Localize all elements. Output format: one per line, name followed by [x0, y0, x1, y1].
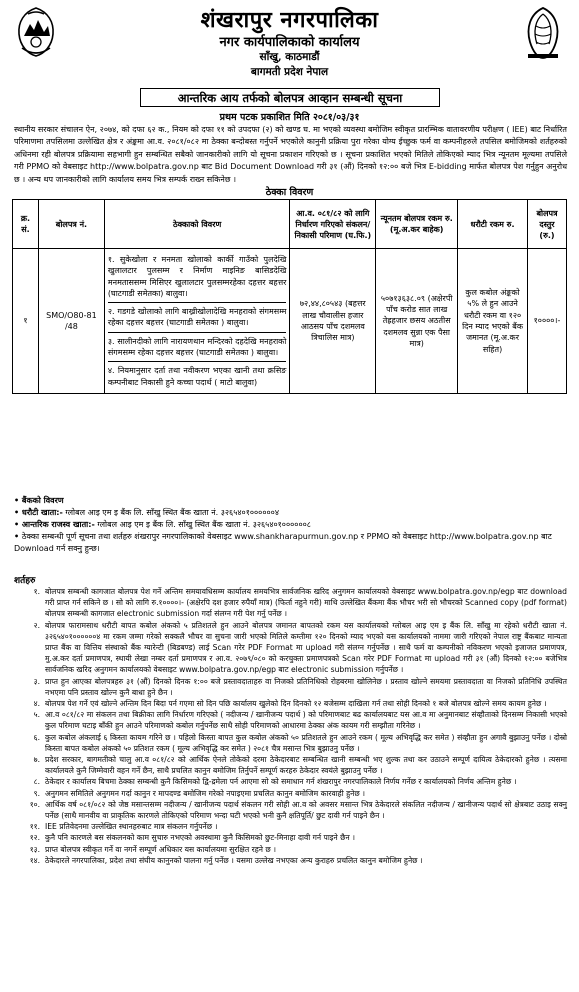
- col-header-bid-no: बोलपत्र नं.: [38, 200, 104, 249]
- condition-text: कुल कबोल अंकलाई ६ किस्ता कायम गरिने छ । पहिलो किस्ता बापत कुल कबोल अंकको ५० प्रतिशतले हुन आउने रकम ( मूल्य अभिवृद्धि कर समेत ) संव्हौता हुन अगावै बुझाउनु पर्नेछ । दोस्रो किस्ता बापत कबोल अंकको ५० प्रतिशत रकम ( मूल्य अभिवृद्धि कर समेत ) २०८१ चैत्र मसान्त भित्र बुझाउनु पर्नेछ ।: [45, 732, 567, 753]
- condition-number: ६.: [33, 732, 40, 742]
- condition-number: ८.: [33, 777, 40, 787]
- cell-min-amount: ५०७१३६३८.०९ (अक्षेरपी पाँच करोड सात लाख तेह्रहजार छसय अठतीस दशमलव सुन्ना एक पैसा मात्र): [376, 249, 458, 394]
- condition-text: बोलपत्र पेश गर्ने एवं खोल्ने अन्तिम दिन बिदा पर्न गएमा सो दिन पछि कार्यालय खुलेको दिन दिनको १२ बजेसम्म दाखिला गर्न तथा सोही दिनको १ बजे बोलपत्र खोल्ने समय कायम हुनेछ ।: [45, 699, 547, 709]
- condition-number: १३.: [29, 844, 40, 854]
- municipality-logo-icon: [520, 6, 566, 60]
- cell-fee: १००००।-: [527, 249, 566, 394]
- list-item: [14, 698, 567, 709]
- condition-number: २.: [33, 620, 40, 630]
- condition-text: प्रदेश सरकार, बागमतीको चालु आ.व ०८१/८२ को आर्थिक ऐनले तोकेको दरमा ठेकेदारबाट सम्बन्धित खानी सम्बन्धी भए शुल्क तथा कर उठाउने सम्पूर्ण दायित्व ठेकेदारको हुनेछ । त्यसमा कार्यालयले कुनै जिम्मेवारी वहन गर्ने छैन, साथै प्रचलित कानुन बमोजिम तिर्नुपर्ने सम्पूर्ण करहरु ठेकेदार स्वयंले बुझाउनु पर्नेछ ।: [45, 755, 567, 776]
- condition-number: ९.: [33, 788, 40, 798]
- cell-sn: १: [13, 249, 39, 394]
- bank-details: [14, 495, 567, 555]
- list-item: [14, 586, 567, 620]
- condition-number: १२.: [29, 833, 40, 843]
- condition-text: कुनै पनि कारणले बस संकलनको काम सुचारु नभएको अवस्थामा कुनै किसिमको छुट-मिनाहा दावी गर्न पाइने छैन ।: [45, 833, 355, 843]
- province-name: बागमती प्रदेश नेपाल: [250, 66, 329, 78]
- deposit-account: • धरौटी खाता:- ग्लोबल आइ एम इ बैंक लि. साँखु स्थित बैंक खाता नं. ३२६५४०१००००००४: [14, 507, 567, 519]
- condition-text: बोलपत्र सम्बन्धी कागजात बोलपत्र पेश गर्ने अन्तिम समयावधिसम्म कार्यालय समयभित्र सार्वजनिक खरिद अनुगमन कार्यालयको वेबसाइट www.bolpatra.gov.np/egp बाट download गरी प्राप्त गर्न सकिने छ । सो को लागि रु.१००००।- (अक्षेरपि दश हजार रुपैयाँ मात्र) (फिर्ता नहुने गरी) माथि उल्लेखित बैंकमा बैंक भौचर भरी सो भौचरको Scanned copy (pdf format) बोलपत्र सम्बन्धी कागजात electronic submission गर्दा संलग्न गरी पेश गर्नु पर्नेछ ।: [45, 587, 567, 619]
- condition-text: आ.व ०८१/८२ मा संकलन तथा बिक्रीका लागि निर्धारण गरिएको ( नदीजन्य / खानीजन्य पदार्थ ) को परिमाणबाट बढ कार्यालयबाट यस आ.व मा अनुमानबाट संव्हौताको दिनसम्म निकासी भएको कुल परिमाण घटाइ बाँकी हुन आउने परिमाणको कबोल गर्नुपर्नेछ साथै सोही परिमाणको आधारमा ठेक्का अंक कायम गरी सम्झौता गरिनेछ ।: [45, 710, 567, 731]
- cell-deposit: कुल कबोल अंङ्कको ५% ले हुन आउने धरौटी रकम वा १२० दिन म्याद भएको बैंक जमानत (मू.अ.कर सहित): [458, 249, 528, 394]
- office-name: नगर कार्यपालिकाको कार्यालय: [219, 35, 360, 50]
- condition-number: ४.: [33, 699, 40, 709]
- list-item: [14, 754, 567, 776]
- list-item: [14, 788, 567, 799]
- condition-text: ठेकेदार र कार्यालय बिचमा ठेक्का सम्बन्धी कुनै किसिमको द्वि-द्रमेला पर्न आएमा सो को समाधान गर्न शंखरापुर नगरपालिकाले निर्णय गर्नेछ र कार्यालयको निर्णय अन्तिम हुनेछ ।: [45, 777, 517, 787]
- condition-number: ३.: [33, 676, 40, 686]
- list-item: [14, 620, 567, 676]
- condition-number: १४.: [29, 855, 40, 865]
- cell-bid-no: SMO/O80-81 /48: [38, 249, 104, 394]
- conditions-list: [14, 586, 567, 866]
- condition-text: ठेकेदारले नगरपालिका, प्रदेश तथा संघीय कानुनको पालना गर्नु पर्नेछ । यसमा उल्लेख नभएका अन्य कुराहरु प्रचलित कानुन बमोजिम हुनेछ ।: [45, 855, 423, 865]
- list-item: [14, 855, 567, 866]
- col-header-sn: क्र. सं.: [13, 200, 39, 249]
- list-item: [14, 832, 567, 843]
- list-item: [14, 821, 567, 832]
- col-header-deposit: धरौटी रकम रु.: [458, 200, 528, 249]
- list-item: ४. नियमानुसार दर्ता तथा नवीकरण भएका खानी तथा क्रसिङ कम्पनीबाट निकासी हुने कच्चा पदार्थ ( माटो बालुवा): [107, 366, 287, 387]
- col-header-quantity: आ.व. ०८१/८२ को लागि निर्धारण गरिएको संकलन/ निकासी परिमाण (घ.फि.): [290, 200, 376, 249]
- col-header-fee: बोलपत्र दस्तुर (रु.): [527, 200, 566, 249]
- publish-date: प्रथम पटक प्रकाशित मिति २०८१/०३/३१: [219, 112, 360, 123]
- list-item: [14, 676, 567, 698]
- condition-number: ११.: [29, 822, 40, 832]
- condition-text: आर्थिक वर्ष ०८१/०८२ को जेष्ठ मसान्तसम्म नदीजन्य / खानीजन्य पदार्थ संकलन गरी सोही आ.व को अवसर मसान्त भित्र ठेकेदारले संकलित नदीजन्य / खानीजन्य पदार्थ सो क्षेत्रबाट उठाइ सक्नु पर्नेछ (साथै मानवीय वा प्राकृतिक कारणले तोकिएको परिमाण भन्दा घटी भएको भनी कुनै क्षतिपूर्ति/ छुट दावी गर्न पाइने छैन ।: [45, 799, 567, 821]
- contract-table: [12, 199, 567, 394]
- condition-text: IEE प्रतिवेदनमा उल्लेखित स्थानहरुबाट मात्र संकलन गर्नुपर्नेछ ।: [45, 822, 218, 832]
- list-item: [14, 844, 567, 855]
- list-item: १. सुकेखोला र मनमता खोलाको कार्की गाउँको पुलदेखि खुलालटार पुलसम्म र निर्माण माइनिङ बासिडदेखि मनमताससम्म मिसिएर खुलालटार पुलसम्मरहेका दहत्तर बहत्तर (घाटगाडी समेतका) बालुवा।: [108, 251, 287, 303]
- condition-number: १०.: [29, 799, 40, 809]
- list-item: ३. सालीनदीको लागि नारायणथान मन्दिरको दहदेखि मनहराको संगमसम्म रहेका दहत्तर बहत्तर (घाटगाडी समेतका ) बालुवा।: [108, 333, 287, 363]
- list-item: २. गडगडे खोलाको लागि बाख्रीखोलादेखि मनहराको संगमसम्म रहेका दहत्तर बहत्तर (घाटगाडी समेतका ) बालुवा।: [108, 303, 287, 333]
- letterhead: [0, 0, 579, 82]
- notice-title: आन्तरिक आय तर्फको बोलपत्र आव्हान सम्बन्धी सूचना: [140, 88, 440, 107]
- condition-text: प्राप्त हुन आएका बोलपत्रहरु ३१ (औं) दिनको दिनक १:०० बजे प्रस्तावदाताहरु वा निजको प्रतिनिधिको रोहबरमा खोलिनेछ । प्रस्ताव खोल्ने समयमा प्रस्तावदाता वा निजको प्रतिनिधि उपस्थित नभएमा पनि प्रस्ताव खोल्न कुनै बाधा हुने छैन ।: [45, 676, 567, 697]
- bank-heading: • बैंकको विवरण: [14, 495, 567, 507]
- conditions-heading: शर्तहरु: [14, 576, 36, 586]
- table-row: [13, 249, 567, 394]
- office-location: साँखु, काठमाडौं: [259, 51, 320, 63]
- list-item: [14, 709, 567, 731]
- col-header-min-amount: न्यूनतम बोलपत्र रकम रु. (मू.अ.कर बाहेक): [376, 200, 458, 249]
- condition-number: ५.: [33, 710, 40, 720]
- col-header-desc: ठेक्काको विवरण: [104, 200, 290, 249]
- condition-number: १.: [33, 587, 40, 596]
- list-item: [14, 776, 567, 787]
- condition-text: अनुगमन समितिले अनुगमन गर्दा कानुन र मापदण्ड बमोजिम गरेको नपाइएमा प्रचलित कानुन बमोजिम कारवाही हुनेछ ।: [45, 788, 365, 798]
- condition-text: बोलपत्र फारामसाथ धरौटी बापत कबोल अंकको ५ प्रतिशतले हुन आउने बोलपत्र जमानत बापतको रकम यस कार्यालयको ग्लोबल आइ एम इ बैंक लि. साँखु मा रहेको धरौटी खाता नं. ३२६५४०१००००००४ मा रकम जम्मा गरेको सक्कलै भौचर वा सुचना जारी भएको मितिले कम्तीमा १२० दिनको म्याद भएको यस कार्यालयको नाममा जारी गरिएको नेपाल राष्ट्र बैंकबाट मान्यता प्राप्त बैंक वा वित्तिय संस्थाको बैंक ग्यारेन्टी (बिडबण्ड) लाई Scan गरेर PDF Format मा upload गरी संलग्न गर्नुपर्नेछ । साथै फर्म वा कम्पनीको नविकरण भएको इजाजत प्रमाणपत्र, मु.अ.कर दर्ता प्रमाणपत्र, स्थायी लेखा नम्बर दर्ता प्रमाणपत्र र आ.व. २०७९/०८० को करचुक्ता प्रमाणपत्रको Scan गरेर PDF Format मा upload गरी ३१ (औं) दिनको १२:०० बजेभित्र सार्वजनिक खरिद अनुगमन कार्यालयको वेबसाइट www.bolpatra.gov.np/egp बाट electronic submission गर्नुपर्नेछ ।: [45, 620, 567, 675]
- download-note: • ठेक्का सम्बन्धी पूर्ण सूचना तथा शर्तहरु शंखरापुर नगरपालिकाको वेबसाइट www.shankharapurmun.gov.np र PPMO को वेबसाइट http://www.bolpatra.gov.np बाट Download गर्न सक्नु हुन्छ।: [14, 531, 567, 555]
- list-item: [14, 732, 567, 754]
- intro-paragraph: स्थानीय सरकार संचालन ऐन, २०७४, को दफा ६२ क., नियम को दफा ११ को उपदफा (२) को खण्ड घ. मा भएको व्यवस्था बमोजिम स्वीकृत प्रारम्भिक वातावरणीय परीक्षण ( IEE) बाट निर्धारित परिमाणमा तपसिलमा उल्लेखित क्षेत्र र अंङ्कमा आ.व. २०८१/०८२ मा ठेक्का बन्दोबस्त गर्नुपर्ने भएकोले कानुनी प्रक्रिया पुरा गरेका योग्य ईच्छुक फर्म वा कम्पनीहरुले तपसिल बमोजिमको शर्तहरुको अधिनमा रही बोलपत्र प्रक्रियामा सहभागी हुन सम्बन्धित सबैको जानकारीको लागि यो सूचना प्रकाशन गरिएको छ । सूचना प्रकाशित भएको मितिले तोकिएको म्याद भित्र न्यूनतम मूल्यमा तपसिले गरी PPMO को वेबसाइट http://www.bolpatra.gov.np बाट Bid Document Download गरी ३१ (औं) दिनको १२:०० बजे भित्र E-bidding मार्फत बोलपत्र पेश गर्नुहुन अनुरोध छ । अन्य थप जानकारीको लागि कार्यालय समय भित्र सम्पर्क राख्न सकिनेछ ।: [14, 125, 567, 184]
- table-title: ठेक्का विवरण: [265, 187, 314, 198]
- list-item: [14, 799, 567, 821]
- condition-text: प्राप्त बोलपत्र स्वीकृत गर्ने वा नगर्ने सम्पूर्ण अधिकार यस कार्यालयमा सुरक्षित रहने छ ।: [45, 844, 276, 854]
- condition-number: ७.: [33, 755, 40, 765]
- cell-quantity: ७२,४४,८०५४३ (बहत्तर लाख चौवालीस हजार आठसय पाँच दशमलव त्रिचालिस मात्र): [290, 249, 376, 394]
- municipality-name: शंखरापुर नगरपालिका: [200, 7, 379, 33]
- cell-desc: [104, 249, 290, 394]
- revenue-account: • आन्तरिक राजस्व खाता:- ग्लोबल आइ एम इ बैंक लि. साँखु स्थित बैंक खाता नं. ३२६५४०१००००००८: [14, 519, 567, 531]
